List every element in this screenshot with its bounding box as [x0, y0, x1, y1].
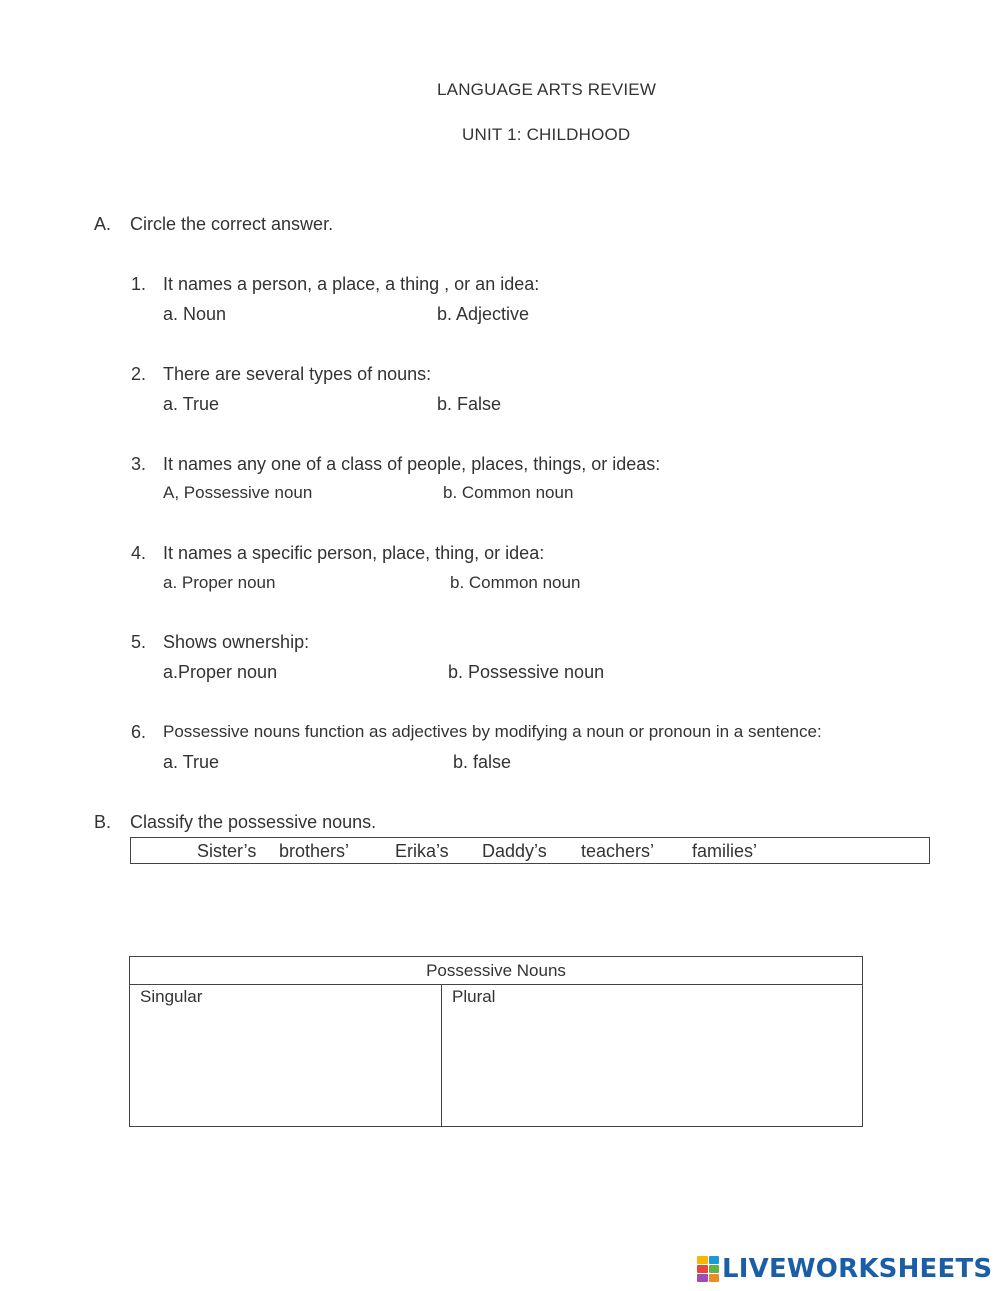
- plural-column[interactable]: [442, 985, 863, 1127]
- question-text: It names a specific person, place, thing, or idea:: [163, 543, 545, 563]
- question-text: There are several types of nouns:: [163, 364, 432, 384]
- page-subtitle: UNIT 1: CHILDHOOD: [462, 125, 631, 144]
- answer-option-a[interactable]: a. True: [163, 394, 220, 414]
- question-text: It names a person, a place, a thing , or an idea:: [163, 274, 540, 294]
- answer-option-b[interactable]: b. Adjective: [437, 304, 530, 324]
- word-bank-item[interactable]: brothers’: [279, 841, 350, 861]
- word-bank-item[interactable]: families’: [692, 841, 758, 861]
- word-bank-item[interactable]: Sister’s: [197, 841, 257, 861]
- brand-name: LIVEWORKSHEETS: [722, 1254, 993, 1284]
- page-title: LANGUAGE ARTS REVIEW: [437, 80, 657, 99]
- section-a-letter: A.: [94, 214, 112, 234]
- question-text: Shows ownership:: [163, 632, 310, 652]
- question-number: 5.: [131, 632, 147, 652]
- section-b-letter: B.: [94, 812, 112, 832]
- question-number: 2.: [131, 364, 147, 384]
- question-text: It names any one of a class of people, places, things, or ideas:: [163, 454, 661, 474]
- answer-option-a[interactable]: a. Noun: [163, 304, 227, 324]
- answer-option-b[interactable]: b. Common noun: [443, 483, 574, 502]
- singular-label: Singular: [140, 987, 203, 1006]
- answer-option-b[interactable]: b. false: [453, 752, 512, 772]
- answer-option-a[interactable]: A, Possessive noun: [163, 483, 313, 502]
- question-number: 3.: [131, 454, 147, 474]
- liveworksheets-logo-icon: [697, 1256, 719, 1282]
- answer-option-b[interactable]: b. False: [437, 394, 502, 414]
- answer-option-b[interactable]: b. Possessive noun: [448, 662, 605, 682]
- answer-option-b[interactable]: b. Common noun: [450, 573, 581, 592]
- word-bank-item[interactable]: Erika’s: [395, 841, 449, 861]
- word-bank-item[interactable]: teachers’: [581, 841, 655, 861]
- singular-column[interactable]: [130, 985, 442, 1127]
- section-b-instruction: Classify the possessive nouns.: [130, 812, 377, 832]
- possessive-nouns-table: [129, 956, 863, 1127]
- answer-option-a[interactable]: a. Proper noun: [163, 573, 276, 592]
- question-number: 6.: [131, 722, 147, 742]
- plural-label: Plural: [452, 987, 496, 1006]
- liveworksheets-logo: [697, 1254, 992, 1284]
- question-text: Possessive nouns function as adjectives by modifying a noun or pronoun in a sentence:: [163, 722, 822, 741]
- answer-option-a[interactable]: a.Proper noun: [163, 662, 278, 682]
- question-number: 4.: [131, 543, 147, 563]
- question-number: 1.: [131, 274, 147, 294]
- word-bank-item[interactable]: Daddy’s: [482, 841, 547, 861]
- answer-option-a[interactable]: a. True: [163, 752, 220, 772]
- word-bank: [130, 837, 930, 864]
- section-a-instruction: Circle the correct answer.: [130, 214, 334, 234]
- table-header: Possessive Nouns: [130, 957, 863, 985]
